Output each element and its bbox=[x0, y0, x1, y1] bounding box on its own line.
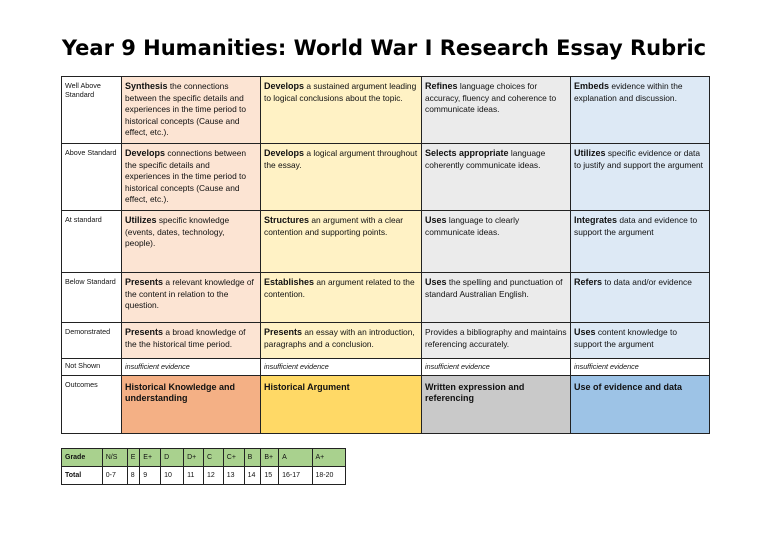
criterion-keyword: Structures bbox=[264, 214, 310, 225]
criterion-text: a relevant knowledge of the content in relation to the question. bbox=[125, 276, 254, 311]
criterion-keyword: Develops bbox=[264, 81, 305, 91]
grade-table bbox=[61, 448, 346, 485]
total-cell: 15 bbox=[261, 467, 279, 485]
criterion-text: Provides a bibliography and maintains referencing accurately. bbox=[425, 326, 567, 349]
criterion-text: a broad knowledge of the the historical time period. bbox=[125, 326, 246, 349]
rubric-row bbox=[62, 272, 710, 322]
criterion-keyword: Presents bbox=[125, 326, 164, 337]
criterion-keyword: Synthesis bbox=[125, 81, 168, 91]
grade-cell: D bbox=[161, 449, 184, 467]
criterion-keyword: Uses bbox=[425, 214, 447, 225]
criterion-text: data and evidence to support the argument bbox=[574, 214, 698, 237]
outcome-cell: Historical Knowledge and understanding bbox=[122, 375, 261, 433]
criterion-keyword: Develops bbox=[264, 147, 305, 158]
grade-cell: B bbox=[244, 449, 261, 467]
grade-cell: A bbox=[279, 449, 312, 467]
outcomes-row bbox=[62, 375, 710, 433]
rubric-cell bbox=[571, 322, 710, 358]
criterion-keyword: Embeds bbox=[574, 81, 610, 91]
rubric-row bbox=[62, 322, 710, 358]
criterion-keyword: Uses bbox=[425, 276, 447, 287]
criterion-text: the spelling and punctuation of standard Australian English. bbox=[425, 276, 563, 299]
criterion-text: an argument related to the contention. bbox=[264, 276, 415, 299]
rubric-cell bbox=[422, 272, 571, 322]
criterion-keyword: Presents bbox=[264, 326, 303, 337]
rubric-cell bbox=[122, 210, 261, 272]
grade-cell: B+ bbox=[261, 449, 279, 467]
rubric-cell bbox=[261, 322, 422, 358]
criterion-text: an essay with an introduction, paragraphs and a conclusion. bbox=[264, 326, 415, 349]
total-cell: 10 bbox=[161, 467, 184, 485]
rubric-cell bbox=[571, 77, 710, 144]
insufficient-evidence-cell: insufficient evidence bbox=[122, 358, 261, 375]
criterion-text: an argument with a clear contention and supporting points. bbox=[264, 214, 404, 237]
grade-cell: C+ bbox=[223, 449, 244, 467]
criterion-text: content knowledge to support the argument bbox=[574, 326, 677, 349]
criterion-keyword: Establishes bbox=[264, 276, 315, 287]
criterion-keyword: Refines bbox=[425, 81, 458, 91]
criterion-keyword: Selects appropriate bbox=[425, 147, 509, 158]
criterion-keyword: Utilizes bbox=[125, 214, 157, 225]
rubric-cell bbox=[122, 77, 261, 144]
rubric-cell bbox=[422, 322, 571, 358]
insufficient-evidence-cell: insufficient evidence bbox=[422, 358, 571, 375]
insufficient-evidence-cell: insufficient evidence bbox=[261, 358, 422, 375]
insufficient-evidence-cell: insufficient evidence bbox=[571, 358, 710, 375]
total-cell: 14 bbox=[244, 467, 261, 485]
rubric-cell bbox=[422, 143, 571, 210]
rubric-cell bbox=[422, 210, 571, 272]
criterion-text: language choices for accuracy, fluency and coherence to communicate ideas. bbox=[425, 81, 557, 115]
grade-cell: N/S bbox=[102, 449, 127, 467]
grade-cell: E bbox=[127, 449, 140, 467]
grade-label: Grade bbox=[62, 449, 103, 467]
total-cell: 16-17 bbox=[279, 467, 312, 485]
criterion-text: specific knowledge (events, dates, technology, people). bbox=[125, 214, 230, 249]
criterion-keyword: Presents bbox=[125, 276, 164, 287]
criterion-text: evidence within the explanation and discussion. bbox=[574, 81, 683, 103]
grade-row bbox=[62, 449, 346, 467]
criterion-keyword: Refers bbox=[574, 276, 603, 287]
criterion-keyword: Uses bbox=[574, 326, 596, 337]
standard-label: Below Standard bbox=[62, 272, 122, 322]
grade-cell: D+ bbox=[184, 449, 204, 467]
criterion-text: language to clearly communicate ideas. bbox=[425, 214, 520, 237]
total-cell: 18-20 bbox=[312, 467, 345, 485]
rubric-cell bbox=[261, 272, 422, 322]
total-cell: 11 bbox=[184, 467, 204, 485]
rubric-cell bbox=[261, 77, 422, 144]
standard-label: Outcomes bbox=[62, 375, 122, 433]
criterion-text: language coherently communicate ideas. bbox=[425, 147, 546, 170]
criterion-keyword: Develops bbox=[125, 147, 166, 158]
grade-cell: C bbox=[203, 449, 223, 467]
criterion-text: connections between the specific details and experiences in the time period to historical concepts (Cause and effect, etc.). bbox=[125, 147, 247, 205]
rubric-cell bbox=[261, 210, 422, 272]
total-cell: 0-7 bbox=[102, 467, 127, 485]
rubric-cell bbox=[422, 77, 571, 144]
rubric-table bbox=[61, 76, 710, 434]
total-cell: 12 bbox=[203, 467, 223, 485]
not-shown-row bbox=[62, 358, 710, 375]
rubric-row bbox=[62, 143, 710, 210]
page-title: Year 9 Humanities: World War I Research Essay Rubric bbox=[61, 36, 707, 60]
rubric-cell bbox=[571, 210, 710, 272]
rubric-row bbox=[62, 77, 710, 144]
rubric-cell bbox=[122, 272, 261, 322]
criterion-text: to data and/or evidence bbox=[602, 276, 692, 287]
criterion-text: a sustained argument leading to logical conclusions about the topic. bbox=[264, 81, 417, 103]
criterion-keyword: Utilizes bbox=[574, 147, 606, 158]
criterion-text: a logical argument throughout the essay. bbox=[264, 147, 418, 170]
criterion-text: specific evidence or data to justify and support the argument bbox=[574, 147, 703, 170]
total-cell: 9 bbox=[140, 467, 161, 485]
rubric-row bbox=[62, 210, 710, 272]
grade-cell: A+ bbox=[312, 449, 345, 467]
standard-label: Not Shown bbox=[62, 358, 122, 375]
rubric-cell bbox=[261, 143, 422, 210]
total-cell: 13 bbox=[223, 467, 244, 485]
criterion-keyword: Integrates bbox=[574, 214, 618, 225]
criterion-text: the connections between the specific details and experiences in the time period to historical concepts (Cause and effect, etc.). bbox=[125, 81, 247, 138]
outcome-cell: Historical Argument bbox=[261, 375, 422, 433]
total-cell: 8 bbox=[127, 467, 140, 485]
standard-label: Demonstrated bbox=[62, 322, 122, 358]
rubric-cell bbox=[122, 143, 261, 210]
rubric-cell bbox=[571, 143, 710, 210]
rubric-cell bbox=[122, 322, 261, 358]
standard-label: Above Standard bbox=[62, 143, 122, 210]
total-row bbox=[62, 467, 346, 485]
total-label: Total bbox=[62, 467, 103, 485]
outcome-cell: Use of evidence and data bbox=[571, 375, 710, 433]
outcome-cell: Written expression and referencing bbox=[422, 375, 571, 433]
grade-cell: E+ bbox=[140, 449, 161, 467]
standard-label: Well Above Standard bbox=[62, 77, 122, 144]
rubric-cell bbox=[571, 272, 710, 322]
standard-label: At standard bbox=[62, 210, 122, 272]
